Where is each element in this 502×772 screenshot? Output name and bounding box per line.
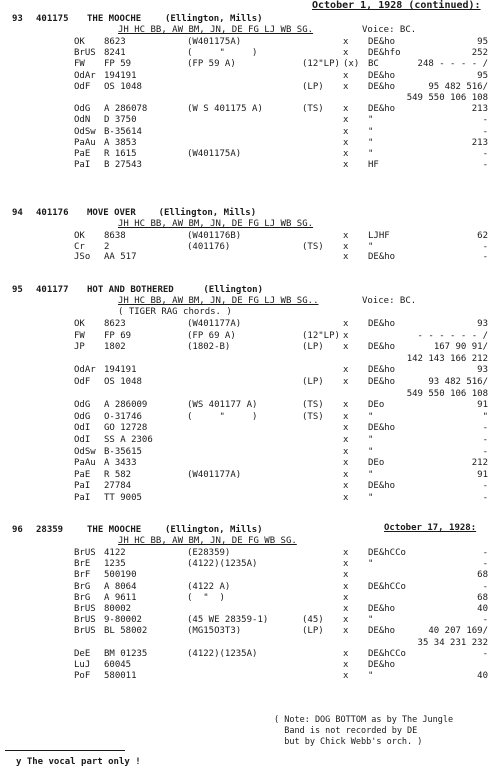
notes: " [368, 411, 374, 422]
label-code: OdF [74, 81, 91, 92]
catalog-number: B-35614 [104, 126, 142, 137]
composer-credit: (Ellington, Mills) [158, 208, 257, 218]
format: (LP) [302, 377, 324, 387]
notes: " [368, 435, 374, 445]
catalog-number: B 27543 [104, 160, 142, 171]
matrix-ref: (FP 59 A) [187, 59, 236, 70]
page-refs: 167 90 91/ [433, 342, 488, 353]
notes: LJHF [368, 231, 390, 241]
matrix-ref: (W401175A) [187, 149, 242, 159]
catalog-number: 8623 [104, 37, 126, 47]
label-code: OdN [74, 115, 91, 126]
page-refs: - [482, 115, 488, 126]
session-note: ( Note: DOG BOTTOM as by The Jungle Band is not recorded by DE but by Chick Webb's orch. ) [274, 715, 454, 747]
issued-mark: x [343, 581, 349, 592]
issued-mark: x [343, 104, 349, 115]
page-refs: 91 [477, 400, 488, 411]
catalog-number: R 582 [104, 469, 132, 480]
notes: DE&hfo [368, 48, 401, 59]
issued-mark: x [343, 400, 349, 411]
page-refs: 213 [471, 137, 488, 148]
catalog-number: GO 12728 [104, 423, 148, 434]
label-code: Cr [74, 241, 85, 252]
notes: BC [368, 59, 379, 70]
label-code: BrG [74, 592, 91, 603]
issued-mark: x [343, 446, 349, 457]
page-refs: " [482, 411, 488, 422]
page-refs: 35 34 231 232 [417, 637, 488, 648]
issued-mark: x [343, 365, 349, 376]
matrix-ref: (MG15O3T3) [187, 626, 242, 637]
issued-mark: x [343, 435, 349, 445]
notes: " [368, 559, 374, 570]
issued-mark: x [343, 548, 349, 558]
matrix-ref: (4122)(1235A) [187, 648, 258, 659]
session-remark: ( TIGER RAG chords. ) [118, 307, 232, 317]
notes: DE&ho [368, 604, 396, 614]
format: (LP) [302, 626, 324, 637]
page-refs: 248 - - - - / [417, 59, 488, 70]
catalog-number: 2 [104, 241, 110, 252]
composer-credit: (Ellington, Mills) [165, 14, 263, 24]
page-refs: - [482, 559, 488, 570]
issued-mark: x [343, 559, 349, 570]
catalog-number: 80002 [104, 604, 132, 614]
issued-mark: (x) [343, 59, 360, 70]
page-refs: 142 143 166 212 [406, 353, 488, 364]
notes: DEo [368, 400, 385, 411]
issued-mark: x [343, 48, 349, 59]
matrix-ref: (W S 401175 A) [187, 104, 263, 115]
page-refs: 40 207 169/ [428, 626, 488, 637]
page-refs: - [482, 481, 488, 492]
label-code: FW [74, 330, 85, 341]
catalog-number: B-35615 [104, 446, 142, 457]
notes: DE&ho [368, 423, 396, 434]
issued-mark: x [343, 252, 349, 262]
label-code: OdAr [74, 365, 96, 376]
session-number: 96 [12, 525, 23, 535]
format: (TS) [302, 241, 324, 252]
issued-mark: x [343, 81, 349, 92]
catalog-number: A 3853 [104, 137, 137, 148]
issued-mark: x [343, 493, 349, 503]
session-number: 94 [12, 208, 23, 218]
notes: " [368, 149, 374, 159]
issued-mark: x [343, 592, 349, 603]
page-refs: 68 [477, 592, 488, 603]
label-code: OdG [74, 400, 91, 411]
label-code: PaI [74, 493, 91, 503]
matrix-number: 401175 [36, 14, 69, 24]
catalog-number: 194191 [104, 365, 137, 376]
issued-mark: x [343, 37, 349, 47]
page-header: October 1, 1928 (continued): [312, 0, 481, 11]
issued-mark: x [343, 671, 349, 682]
label-code: OK [74, 37, 85, 47]
issued-mark: x [343, 411, 349, 422]
notes: DE&hCCo [368, 648, 406, 659]
label-code: PaI [74, 160, 91, 171]
label-code: BrE [74, 559, 91, 570]
notes: " [368, 126, 374, 137]
issued-mark: x [343, 342, 349, 353]
page-refs: 549 550 106 108 [406, 93, 488, 103]
notes: " [368, 115, 374, 126]
matrix-ref: (W401177A) [187, 469, 242, 480]
vocal-credit: Voice: BC. [362, 296, 417, 306]
label-code: PaAu [74, 137, 96, 148]
footnote: y The vocal part only ! [16, 757, 141, 767]
notes: HF [368, 160, 379, 171]
page-refs: - [482, 548, 488, 558]
matrix-ref: (W401177A) [187, 319, 242, 329]
catalog-number: 500190 [104, 570, 137, 581]
notes: DE&hCCo [368, 581, 406, 592]
session-date: October 17, 1928: [384, 523, 477, 533]
notes: " [368, 615, 374, 626]
matrix-ref: (1802-B) [187, 342, 231, 353]
notes: " [368, 493, 374, 503]
catalog-number: 8241 [104, 48, 126, 59]
catalog-number: 8623 [104, 319, 126, 329]
catalog-number: O-31746 [104, 411, 142, 422]
issued-mark: x [343, 615, 349, 626]
issued-mark: x [343, 160, 349, 171]
catalog-number: A 286078 [104, 104, 148, 115]
session-number: 95 [12, 285, 23, 295]
page-refs: 91 [477, 469, 488, 480]
issued-mark: x [343, 570, 349, 581]
catalog-number: FP 59 [104, 59, 132, 70]
format: (TS) [302, 400, 324, 411]
notes: DE&ho [368, 319, 396, 329]
matrix-ref: (WS 401177 A) [187, 400, 258, 411]
format: (TS) [302, 411, 324, 422]
catalog-number: A 9611 [104, 592, 137, 603]
catalog-number: R 1615 [104, 149, 137, 159]
session-number: 93 [12, 14, 23, 24]
page-refs: - - - - - - / [417, 330, 488, 341]
label-code: PaAu [74, 458, 96, 469]
catalog-number: 27784 [104, 481, 132, 492]
catalog-number: 1802 [104, 342, 126, 353]
catalog-number: 580011 [104, 671, 137, 682]
issued-mark: x [343, 469, 349, 480]
issued-mark: x [343, 423, 349, 434]
catalog-number: D 3750 [104, 115, 137, 126]
tune-title: THE MOOCHE [87, 14, 142, 24]
format: (LP) [302, 81, 324, 92]
issued-mark: x [343, 458, 349, 469]
vocal-credit: Voice: BC. [362, 25, 417, 35]
issued-mark: x [343, 241, 349, 252]
issued-mark: x [343, 126, 349, 137]
matrix-ref: (4122)(1235A) [187, 559, 258, 570]
catalog-number: SS A 2306 [104, 435, 153, 445]
notes: DE&ho [368, 377, 396, 387]
matrix-number: 28359 [36, 525, 64, 535]
catalog-number: 194191 [104, 70, 137, 81]
notes: " [368, 137, 374, 148]
catalog-number: 60045 [104, 660, 132, 670]
catalog-number: OS 1048 [104, 377, 142, 387]
notes: " [368, 671, 374, 682]
label-code: BrUS [74, 604, 96, 614]
page-refs: 40 [477, 671, 488, 682]
matrix-number: 401176 [36, 208, 69, 218]
format: (TS) [302, 104, 324, 115]
page-refs: - [482, 252, 488, 262]
matrix-ref: (45 WE 28359-1) [187, 615, 269, 626]
notes: DE&ho [368, 481, 396, 492]
catalog-number: OS 1048 [104, 81, 142, 92]
page-refs: 95 482 516/ [428, 81, 488, 92]
notes: DE&hCCo [368, 548, 406, 558]
page-refs: - [482, 435, 488, 445]
issued-mark: x [343, 70, 349, 81]
label-code: OK [74, 231, 85, 241]
notes: DE&ho [368, 342, 396, 353]
matrix-ref: (W401176B) [187, 231, 242, 241]
issued-mark: x [343, 149, 349, 159]
page-refs: 68 [477, 570, 488, 581]
label-code: OK [74, 319, 85, 329]
page-refs: 549 550 106 108 [406, 388, 488, 399]
format: (12"LP) [302, 59, 340, 70]
notes: " [368, 241, 374, 252]
notes: DE&ho [368, 365, 396, 376]
label-code: BrG [74, 581, 91, 592]
label-code: OdSw [74, 126, 96, 137]
page-refs: 93 [477, 365, 488, 376]
personnel-line: JH HC BB, AW BM, JN, DE FG WB SG. [118, 536, 297, 546]
matrix-number: 401177 [36, 285, 69, 295]
label-code: OdF [74, 377, 91, 387]
notes: DE&ho [368, 252, 396, 262]
notes: " [368, 446, 374, 457]
label-code: BrF [74, 570, 91, 581]
format: (12"LP) [302, 330, 340, 341]
catalog-number: 4122 [104, 548, 126, 558]
label-code: OdAr [74, 70, 96, 81]
issued-mark: x [343, 604, 349, 614]
page-refs: 212 [471, 458, 488, 469]
matrix-ref: ( " ) [187, 48, 258, 59]
tune-title: HOT AND BOTHERED [87, 285, 174, 295]
matrix-ref: ( " ) [187, 411, 258, 422]
page-refs: - [482, 648, 488, 659]
matrix-ref: (FP 69 A) [187, 330, 236, 341]
catalog-number: BL 58002 [104, 626, 148, 637]
issued-mark: x [343, 660, 349, 670]
page-refs: 252 [471, 48, 488, 59]
issued-mark: x [343, 115, 349, 126]
label-code: BrUS [74, 548, 96, 558]
page-refs: - [482, 493, 488, 503]
composer-credit: (Ellington, Mills) [165, 525, 263, 535]
page-refs: - [482, 446, 488, 457]
matrix-ref: (E28359) [187, 548, 231, 558]
notes: DE&ho [368, 81, 396, 92]
label-code: PoF [74, 671, 91, 682]
page-refs: 93 482 516/ [428, 377, 488, 387]
issued-mark: x [343, 626, 349, 637]
label-code: OdG [74, 411, 91, 422]
issued-mark: x [343, 319, 349, 329]
catalog-number: 1235 [104, 559, 126, 570]
page-refs: - [482, 423, 488, 434]
personnel-line: JH HC BB, AW BM, JN, DE FG LJ WB SG.. [118, 296, 319, 306]
page-refs: - [482, 160, 488, 171]
page-refs: 213 [471, 104, 488, 115]
composer-credit: (Ellington) [203, 285, 263, 295]
notes: DE&ho [368, 626, 396, 637]
page-refs: - [482, 149, 488, 159]
notes: " [368, 469, 374, 480]
issued-mark: x [343, 377, 349, 387]
page-refs: 40 [477, 604, 488, 614]
page-refs: - [482, 241, 488, 252]
catalog-number: A 8064 [104, 581, 137, 592]
page-refs: - [482, 126, 488, 137]
issued-mark: x [343, 481, 349, 492]
catalog-number: FP 69 [104, 330, 132, 341]
tune-title: THE MOOCHE [87, 525, 142, 535]
label-code: OdSw [74, 446, 96, 457]
label-code: PaE [74, 469, 91, 480]
page-refs: - [482, 581, 488, 592]
catalog-number: A 3433 [104, 458, 137, 469]
notes: DE&ho [368, 70, 396, 81]
label-code: JP [74, 342, 85, 353]
matrix-ref: (4122 A) [187, 581, 231, 592]
catalog-number: TT 9005 [104, 493, 142, 503]
footnote-rule [5, 750, 125, 751]
personnel-line: JH HC BB, AW BM, JN, DE FG LJ WB SG. [118, 219, 314, 229]
matrix-ref: ( " ) [187, 592, 225, 603]
catalog-number: BM 01235 [104, 648, 148, 659]
notes: DE&ho [368, 37, 396, 47]
label-code: FW [74, 59, 85, 70]
page-refs: 95 [477, 70, 488, 81]
issued-mark: x [343, 330, 349, 341]
label-code: PaI [74, 481, 91, 492]
catalog-number: AA 517 [104, 252, 137, 262]
issued-mark: x [343, 137, 349, 148]
notes: DE&ho [368, 104, 396, 115]
catalog-number: 8638 [104, 231, 126, 241]
page-refs: 95 [477, 37, 488, 47]
catalog-number: A 286009 [104, 400, 148, 411]
label-code: JSo [74, 252, 91, 262]
issued-mark: x [343, 648, 349, 659]
notes: DEo [368, 458, 385, 469]
format: (LP) [302, 342, 324, 353]
label-code: PaE [74, 149, 91, 159]
label-code: BrUS [74, 48, 96, 59]
label-code: BrUS [74, 615, 96, 626]
label-code: BrUS [74, 626, 96, 637]
page-refs: 62 [477, 231, 488, 241]
personnel-line: JH HC BB, AW BM, JN, DE FG LJ WB SG. [118, 25, 314, 35]
tune-title: MOVE OVER [87, 208, 136, 218]
page-refs: 93 [477, 319, 488, 329]
format: (45) [302, 615, 324, 626]
notes: DE&ho [368, 660, 396, 670]
label-code: OdI [74, 435, 91, 445]
label-code: LuJ [74, 660, 91, 670]
label-code: DeE [74, 648, 91, 659]
label-code: OdI [74, 423, 91, 434]
catalog-number: 9-80002 [104, 615, 142, 626]
page-refs: - [482, 615, 488, 626]
issued-mark: x [343, 231, 349, 241]
matrix-ref: (W401175A) [187, 37, 242, 47]
label-code: OdG [74, 104, 91, 115]
matrix-ref: (401176) [187, 241, 231, 252]
